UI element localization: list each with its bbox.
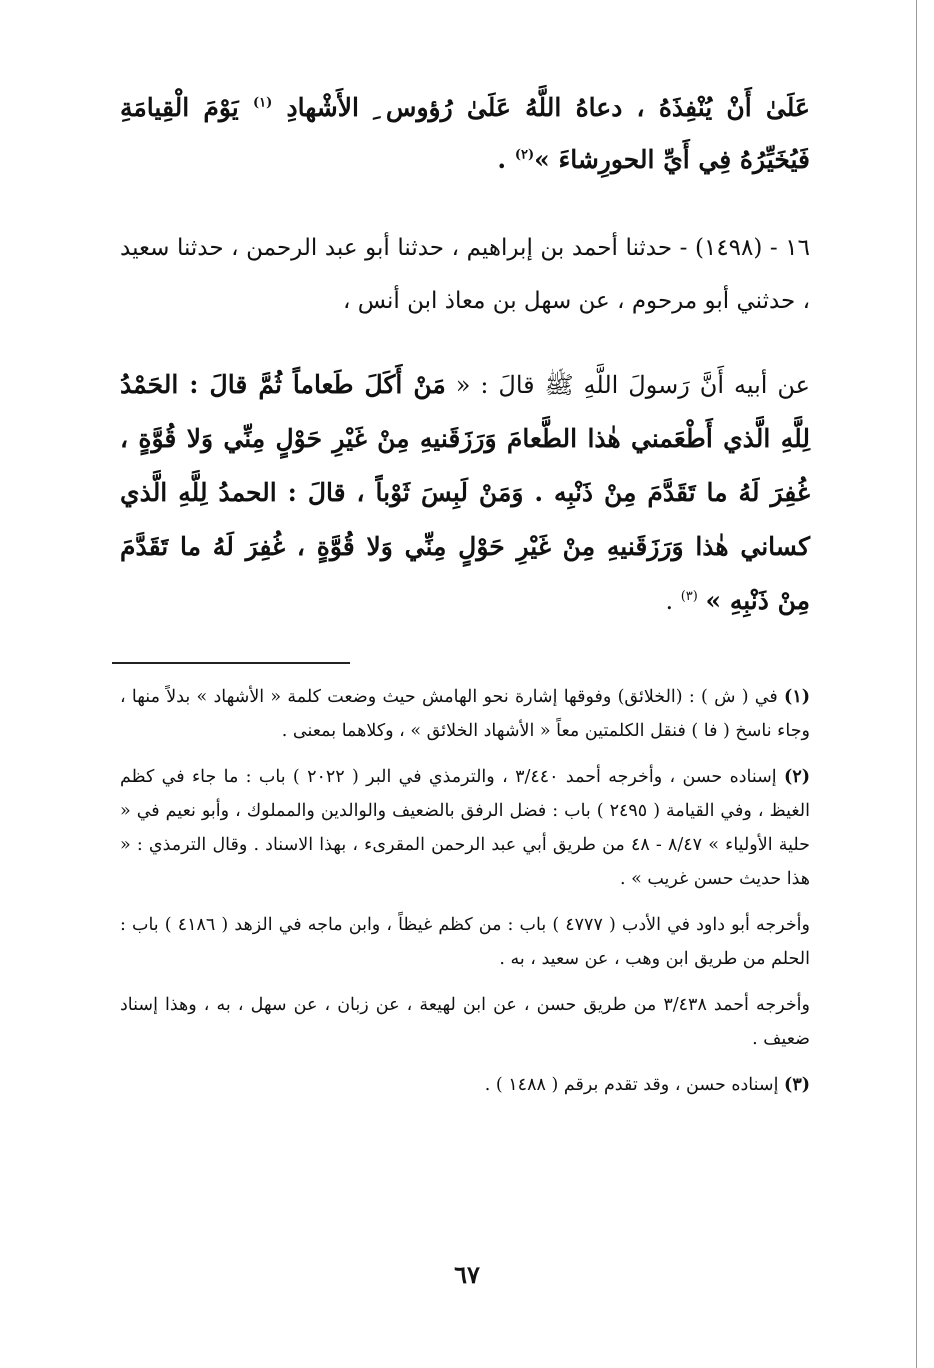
footnote-2-cont-a [120,908,810,976]
hadith-chain: ١٦ - (١٤٩٨) - حدثنا أحمد بن إبراهيم ، حدثنا أبو عبد الرحمن ، حدثنا سعيد ، حدثني أبو مرحوم ، عن سهل بن معاذ ابن أنس ، [120,235,810,314]
top-line2-end: . [497,145,507,174]
top-line2-text: فِي أَيِّ الحورِشاءَ » [534,145,732,174]
footnote-text: وأخرجه أحمد ٣/٤٣٨ من طريق حسن ، عن ابن لهيعة ، عن زبان ، عن سهل ، به ، وهذا إسناد ضعيف . [120,995,810,1049]
top-line1-text-cont: يَوْمَ الْقِيامَةِ فَيُخَيِّرُهُ [120,93,810,174]
hadith-quote: مَنْ أَكَلَ طَعاماً ثُمَّ قالَ : الحَمْدُ لِلَّهِ الَّذي أَطْعَمني هٰذا الطَّعامَ وَرَزَقَنيهِ مِنْ غَيْرِ حَوْلٍ مِنِّي وَلا قُوَّةٍ ، غُفِرَ لَهُ ما تَقَدَّمَ مِنْ ذَنْبِه . وَمَنْ لَبِسَ ثَوْباً ، قالَ : الحمدُ لِلَّهِ الَّذي كساني هٰذا وَرَزَقَنيهِ مِنْ غَيْرِ حَوْلٍ مِنِّي وَلا قُوَّةٍ ، غُفِرَ لَهُ ما تَقَدَّمَ مِنْ ذَنْبِهِ » [120,370,810,615]
hadith-intro: عن أبيه أَنَّ رَسولَ اللَّهِ ﷺ قالَ : « [455,371,810,399]
footnote-ref-1: (١) [252,95,273,111]
footnote-text: إسناده حسن ، وأخرجه أحمد ٣/٤٤٠ ، والترمذي في البر ( ٢٠٢٢ ) باب : ما جاء في كظم الغيظ ، وفي القيامة ( ٢٤٩٥ ) باب : فضل الرفق بالضعيف والوالدين والمملوك ، وأبو نعيم في « حلية الأولياء » ٨/٤٧ - ٤٨ من طريق أبي عبد الرحمن المقرىء ، بهذا الاسناد . وقال الترمذي : « هذا حديث حسن غريب » . [120,767,811,889]
footnotes [120,680,810,1102]
footnote-ref-2: (٢) [514,147,535,163]
footnote-number: (٣) [784,1075,810,1095]
top-continuation-text [120,82,810,186]
footnote-text: في ( ش ) : (الخلائق) وفوقها إشارة نحو الهامش حيث وضعت كلمة « الأشهاد » بدلاً منها ، وجاء ناسخ ( فا ) فنقل الكلمتين معاً « الأشهاد الخلائق » ، وكلاهما بمعنى . [120,687,810,741]
page-body [120,82,810,1114]
footnote-separator [112,662,350,664]
page-number: ٦٧ [454,1260,480,1289]
footnote-number: (١) [784,687,810,707]
footnote-text: إسناده حسن ، وقد تقدم برقم ( ١٤٨٨ ) . [484,1075,779,1095]
page-edge-line [916,0,917,1368]
footnote-text: وأخرجه أبو داود في الأدب ( ٤٧٧٧ ) باب : من كظم غيظاً ، وابن ماجه في الزهد ( ٤١٨٦ ) باب : الحلم من طريق ابن وهب ، عن سعيد ، به . [120,915,810,969]
footnote-ref-3: (٣) [680,589,698,604]
hadith-text [120,358,810,628]
footnote-2 [120,760,810,896]
top-line1-text: عَلَىٰ أَنْ يُنْفِذَهُ ، دعاهُ اللَّهُ عَلَىٰ رُؤوس ِ الأَشْهادِ [286,93,810,122]
footnote-number: (٢) [784,767,810,787]
footnote-2-cont-b [120,988,810,1056]
footnote-3 [120,1068,810,1102]
hadith-end: . [665,587,674,615]
footnote-1 [120,680,810,748]
